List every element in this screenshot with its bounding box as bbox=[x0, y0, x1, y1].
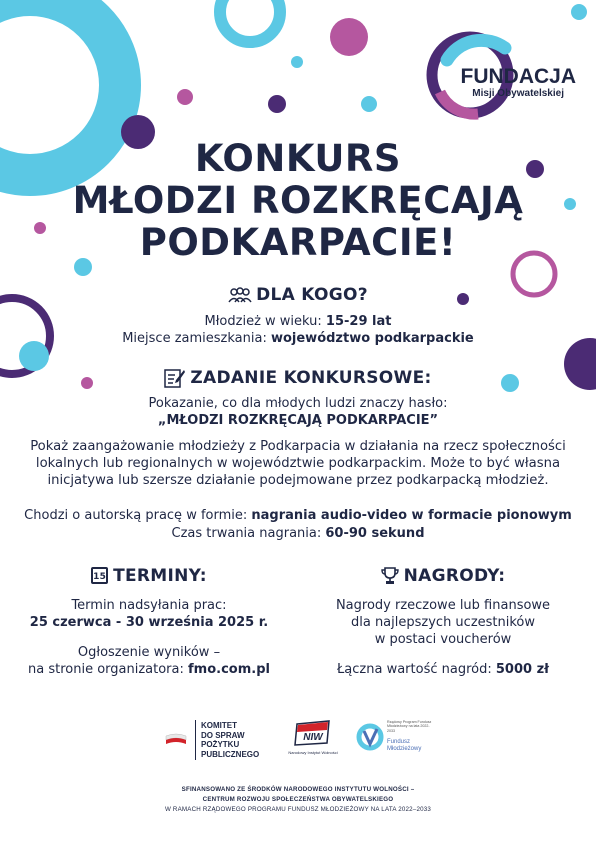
format-value: nagrania audio-video w formacie pionowym bbox=[251, 508, 572, 523]
age-value: 15-29 lat bbox=[325, 314, 392, 329]
prizes-total-value: 5000 zł bbox=[495, 662, 549, 677]
teal-arc-decoration bbox=[447, 40, 505, 60]
polish-flag-icon bbox=[165, 732, 187, 746]
calendar-icon bbox=[91, 567, 108, 584]
prizes-section bbox=[298, 566, 588, 678]
prizes-line-3: w postaci voucherów bbox=[374, 632, 512, 647]
prizes-total-line bbox=[298, 661, 588, 678]
magenta-dot-decoration bbox=[330, 18, 368, 56]
fundusz-mlodziezowy-logo bbox=[356, 718, 436, 758]
duration-label: Czas trwania nagrania: bbox=[171, 526, 326, 541]
teal-dot-decoration bbox=[291, 56, 303, 68]
teal-dot-decoration bbox=[571, 4, 587, 20]
logo-name: FUNDACJA bbox=[460, 65, 576, 88]
calendar-icon-day: 15 bbox=[93, 571, 107, 582]
kpp-line-2: DO SPRAW bbox=[201, 730, 245, 740]
niw-logo bbox=[284, 720, 342, 764]
niw-caption: Narodowy Instytut Wolności bbox=[288, 750, 338, 755]
results-site-label: na stronie organizatora: bbox=[28, 662, 189, 677]
footer-line-2: CENTRUM ROZWOJU SPOŁECZEŃSTWA OBYWATELSKIEGO bbox=[202, 796, 394, 803]
place-value: województwo podkarpackie bbox=[270, 331, 474, 346]
kpp-line-1: KOMITET bbox=[201, 721, 237, 730]
trophy-icon bbox=[381, 567, 399, 585]
deadlines-heading-text: TERMINY: bbox=[113, 566, 207, 586]
duration-value: 60-90 sekund bbox=[325, 526, 425, 541]
kpp-line-3: POŻYTKU bbox=[201, 740, 240, 749]
fm-small-text: Rządowy Program Fundusz Młodzieżowy na lata 2022-2033 bbox=[387, 720, 432, 733]
for-whom-heading bbox=[0, 285, 596, 305]
task-desc-line-2: lokalnych lub regionalnych w województwie podkarpackim. Może to być własna bbox=[35, 456, 561, 471]
logo-subtitle: Misji Obywatelskiej bbox=[472, 88, 564, 99]
kpp-line-4: PUBLICZNEGO bbox=[201, 749, 260, 759]
title-line-1: KONKURS bbox=[194, 137, 402, 180]
results-site-line bbox=[0, 661, 298, 678]
results-label: Ogłoszenie wyników – bbox=[77, 645, 221, 660]
format-label: Chodzi o autorską pracę w formie: bbox=[24, 508, 252, 523]
task-desc-line-3: inicjatywa lub szersze działanie podejmowane przez podkarpacką młodzież. bbox=[47, 473, 549, 488]
page-title bbox=[0, 138, 596, 264]
prizes-line-2: dla najlepszych uczestników bbox=[350, 615, 536, 630]
prizes-heading-text: NAGRODY: bbox=[403, 566, 506, 586]
place-label: Miejsce zamieszkania: bbox=[122, 331, 271, 346]
teal-dot-decoration bbox=[361, 96, 377, 112]
kpp-logo bbox=[165, 720, 275, 760]
prizes-heading bbox=[298, 566, 588, 586]
purple-dot-decoration bbox=[268, 95, 286, 113]
funding-footer bbox=[0, 785, 596, 815]
task-desc-line-1: Pokaż zaangażowanie młodzieży z Podkarpacia w działania na rzecz społeczności bbox=[30, 439, 566, 454]
age-label: Młodzież w wieku: bbox=[204, 314, 326, 329]
fm-symbol-icon bbox=[356, 722, 384, 752]
task-intro: Pokazanie, co dla młodych ludzi znaczy hasło: bbox=[148, 396, 448, 411]
deadlines-heading bbox=[0, 566, 298, 586]
task-heading-text: ZADANIE KONKURSOWE: bbox=[190, 368, 432, 388]
task-heading bbox=[0, 368, 596, 388]
results-site-value: fmo.com.pl bbox=[188, 662, 270, 677]
title-line-2: MŁODZI ROZKRĘCAJĄ bbox=[72, 179, 524, 222]
duration-line bbox=[0, 525, 596, 542]
fm-line-2: Młodzieżowy bbox=[387, 746, 422, 752]
submit-label: Termin nadsyłania prac: bbox=[71, 598, 227, 613]
title-line-3: PODKARPACIE! bbox=[139, 221, 457, 264]
place-line bbox=[0, 330, 596, 347]
footer-line-3: W RAMACH RZĄDOWEGO PROGRAMU FUNDUSZ MŁODZIEŻOWY NA LATA 2022–2033 bbox=[164, 806, 432, 813]
for-whom-heading-text: DLA KOGO? bbox=[256, 285, 368, 305]
niw-text: NIW bbox=[303, 732, 323, 743]
format-line bbox=[0, 507, 596, 524]
prizes-total-label: Łączna wartość nagród: bbox=[337, 662, 496, 677]
edit-icon bbox=[164, 368, 186, 388]
prizes-line-1: Nagrody rzeczowe lub finansowe bbox=[335, 598, 551, 613]
task-description bbox=[0, 438, 596, 489]
submit-dates: 25 czerwca - 30 września 2025 r. bbox=[29, 615, 269, 630]
age-line bbox=[0, 313, 596, 330]
teal-ring-decoration bbox=[220, 0, 280, 42]
deadlines-section bbox=[0, 566, 298, 678]
people-icon bbox=[228, 287, 252, 303]
magenta-dot-decoration bbox=[177, 89, 193, 105]
fm-line-1: Fundusz bbox=[387, 739, 411, 745]
task-slogan: „MŁODZI ROZKRĘCAJĄ PODKARPACIE” bbox=[157, 413, 439, 428]
footer-line-1: SFINANSOWANO ZE ŚRODKÓW NARODOWEGO INSTYTUTU WOLNOŚCI – bbox=[181, 786, 415, 793]
fundacja-logo bbox=[440, 66, 590, 100]
